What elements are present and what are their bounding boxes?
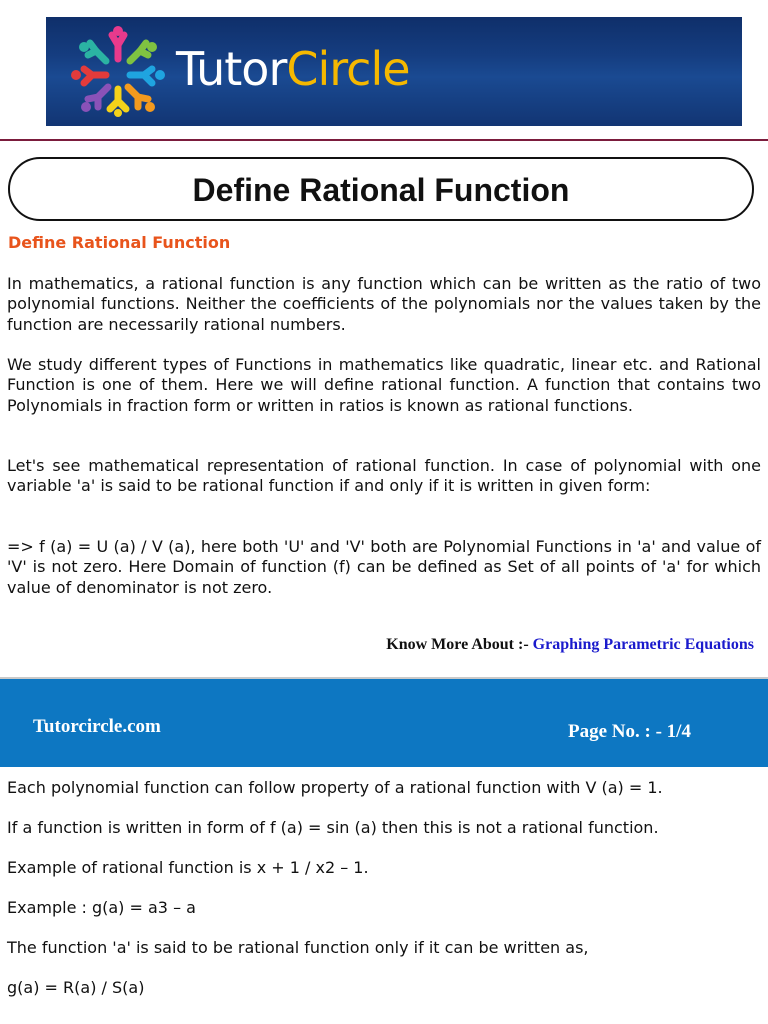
page-title: Define Rational Function bbox=[192, 172, 570, 208]
graphing-parametric-equations-link[interactable]: Graphing Parametric Equations bbox=[532, 636, 754, 653]
people-circle-icon bbox=[68, 25, 168, 117]
text-line: If a function is written in form of f (a) = sin (a) then this is not a rational function. bbox=[7, 818, 659, 837]
paragraph-formula: => f (a) = U (a) / V (a), here both 'U' and 'V' both are Polynomial Functions in 'a' and value of 'V' is not zero. Here Domain of function (f) can be defined as Set of all points of 'a' for which value of denominator is not zero. bbox=[7, 537, 761, 597]
paragraph-intro: In mathematics, a rational function is any function which can be written as the ratio of two polynomial functions. Neither the coefficients of the polynomials nor the values taken by the function are necessarily rational numbers. bbox=[7, 274, 761, 334]
logo-word-circle: Circle bbox=[286, 42, 410, 96]
know-more-row bbox=[386, 636, 754, 654]
header-divider bbox=[0, 139, 768, 141]
text-line: Example of rational function is x + 1 / x2 – 1. bbox=[7, 858, 369, 877]
logo-word-tutor: Tutor bbox=[176, 42, 287, 96]
site-name: Tutorcircle.com bbox=[33, 716, 161, 737]
section-heading: Define Rational Function bbox=[8, 233, 231, 252]
know-more-label: Know More About :- bbox=[386, 636, 529, 653]
text-line: g(a) = R(a) / S(a) bbox=[7, 978, 145, 997]
text-line: Example : g(a) = a3 – a bbox=[7, 898, 196, 917]
paragraph-representation: Let's see mathematical representation of rational function. In case of polynomial with one variable 'a' is said to be rational function if and only if it is written in given form: bbox=[7, 456, 761, 496]
text-line: Each polynomial function can follow property of a rational function with V (a) = 1. bbox=[7, 778, 663, 797]
header-banner bbox=[46, 17, 742, 126]
page-footer-bar bbox=[0, 677, 768, 767]
paragraph-types: We study different types of Functions in mathematics like quadratic, linear etc. and Rational Function is one of them. Here we will define rational function. A function that contains two Polynomials in fraction form or written in ratios is known as rational functions. bbox=[7, 355, 761, 415]
page-number: Page No. : - 1/4 bbox=[568, 721, 691, 742]
logo-wordmark bbox=[176, 41, 410, 97]
text-line: The function 'a' is said to be rational function only if it can be written as, bbox=[7, 938, 589, 957]
title-box bbox=[8, 157, 754, 221]
